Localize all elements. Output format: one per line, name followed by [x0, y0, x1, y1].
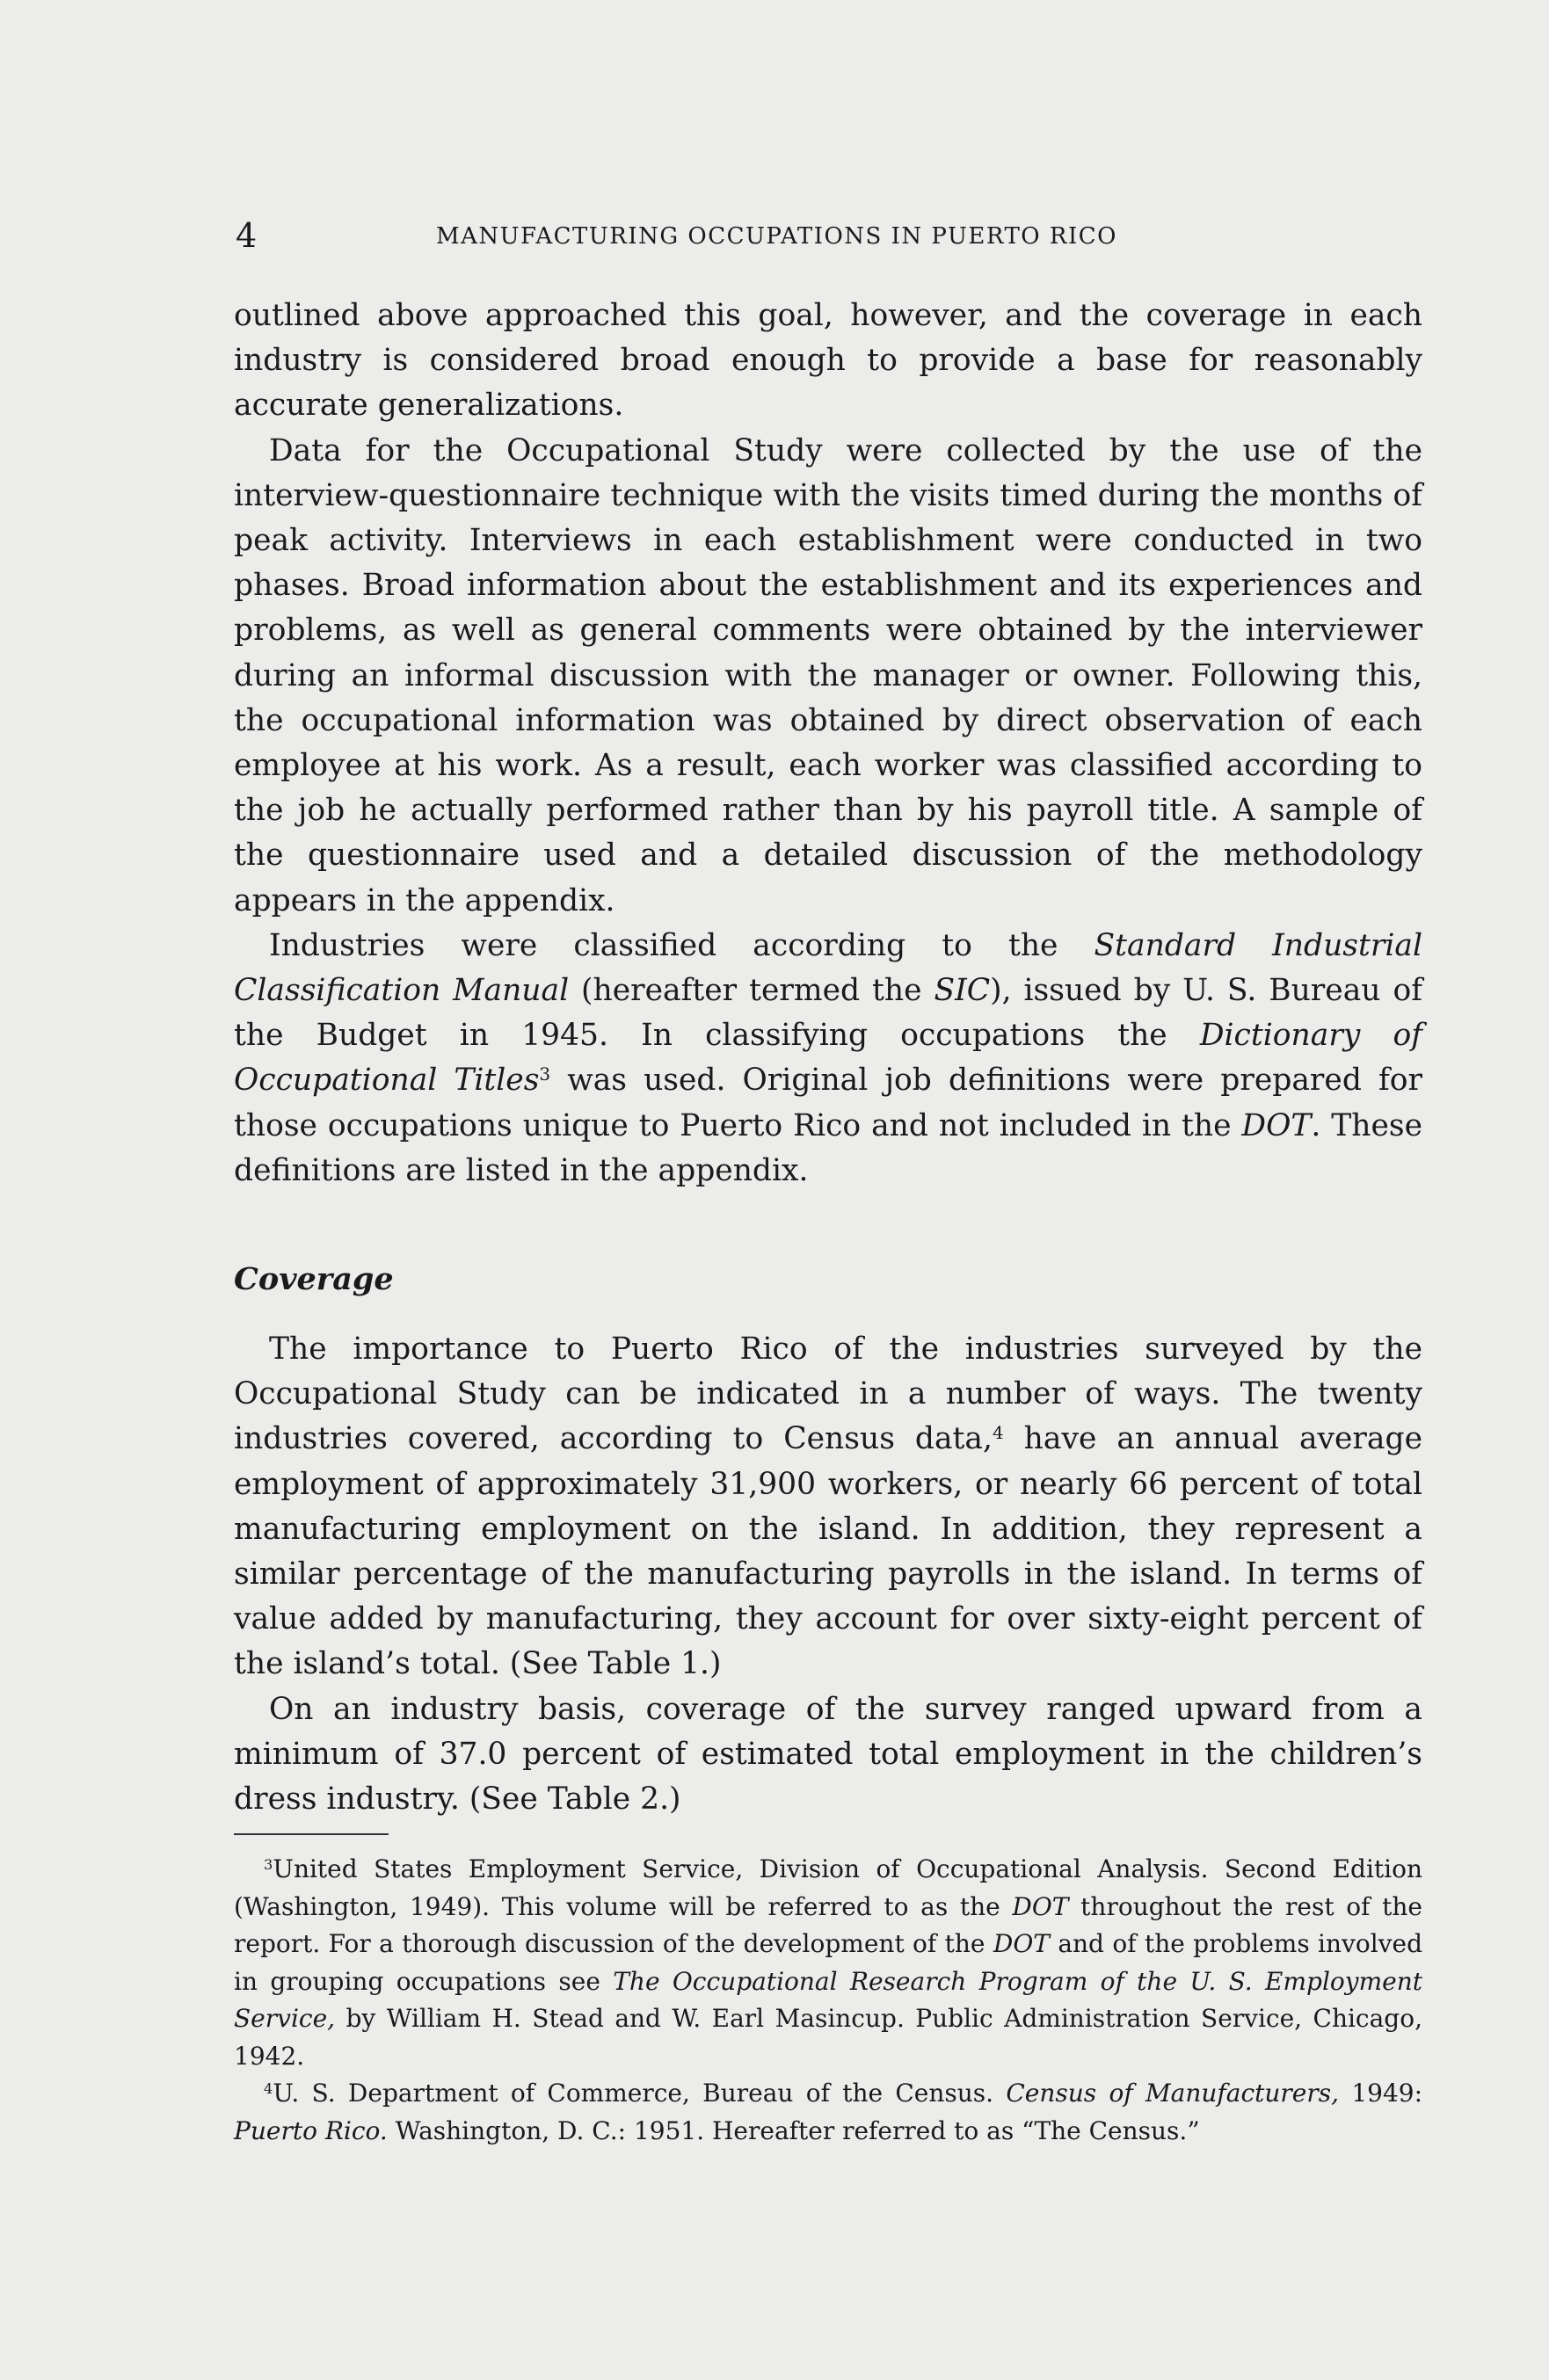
dot-title: Dictionary of Occupational Titles [234, 1018, 1422, 1099]
paragraph-continued: outlined above approached this goal, however, and the coverage in each industry is considered broad enough to provide a base for reasonably accurate generalizations. [234, 298, 1422, 424]
footnote-divider [234, 1833, 389, 1835]
page-number: 4 [236, 216, 258, 255]
body-text [234, 294, 1422, 1194]
footnote-ref-4: 4 [992, 1422, 1004, 1444]
sic-manual-title: Standard Industrial Classification Manual [234, 927, 1422, 1009]
page-header [236, 216, 1424, 255]
paragraph-coverage-industry: On an industry basis, coverage of the survey ranged upward from a minimum of 37.0 percent of estimated total employment in the children’s dress industry. (See Table 2.) [234, 1691, 1422, 1818]
section-heading-coverage: Coverage [234, 1261, 394, 1297]
footnote-4: $^4$U. S. Department of Commerce, Bureau of the Census. Census of Manufacturers, 1949: Puerto Rico. Washington, D. C.: 1951. Hereafter referred to as “The Census.” [234, 2079, 1423, 2145]
paragraph-classification: Industries were classified according to the Standard Industrial Classification Manual (hereafter termed the SIC), issued by U. S. Bureau of the Budget in 1945. In classifying occupations the Dictionary of Occupational Titles$^3$ was used. Original job definitions were prepared for those occupations unique to Puerto Rico and not included in the DOT. These definitions are listed in the appendix. [234, 927, 1422, 1188]
running-title: MANUFACTURING OCCUPATIONS IN PUERTO RICO [436, 223, 1117, 250]
coverage-section [234, 1327, 1422, 1822]
footnote-ref-3: 3 [539, 1063, 551, 1085]
footnote-3: $^3$United States Employment Service, Division of Occupational Analysis. Second Edition (Washington, 1949). This volume will be referred to as the DOT throughout the rest of the report. For a thorough discussion of the development of the DOT and of the problems involved in grouping occupations see The Occupational Research Program of the U. S. Employment Service, by William H. Stead and W. Earl Masincup. Public Administration Service, Chicago, 1942. [234, 1854, 1423, 2071]
footnotes [234, 1851, 1422, 2150]
paragraph-data-collection: Data for the Occupational Study were collected by the use of the interview-questionnaire technique with the visits timed during the months of peak activity. Interviews in each establishment were conducted in two phases. Broad information about the establishment and its experiences and problems, as well as general comments were obtained by the interviewer during an informal discussion with the manager or owner. Following this, the occupational information was obtained by direct observation of each employee at his work. As a result, each worker was classified according to the job he actually performed rather than by his payroll title. A sample of the questionnaire used and a detailed discussion of the methodology appears in the appendix. [234, 432, 1422, 918]
paragraph-coverage-importance: The importance to Puerto Rico of the industries surveyed by the Occupational Study can be indicated in a number of ways. The twenty industries covered, according to Census data,$^4$ have an annual average employment of approximately 31,900 workers, or nearly 66 percent of total manufacturing employment on the island. In addition, they represent a similar percentage of the manufacturing payrolls in the island. In terms of value added by manufacturing, they account for over sixty-eight percent of the island’s total. (See Table 1.) [234, 1331, 1422, 1682]
